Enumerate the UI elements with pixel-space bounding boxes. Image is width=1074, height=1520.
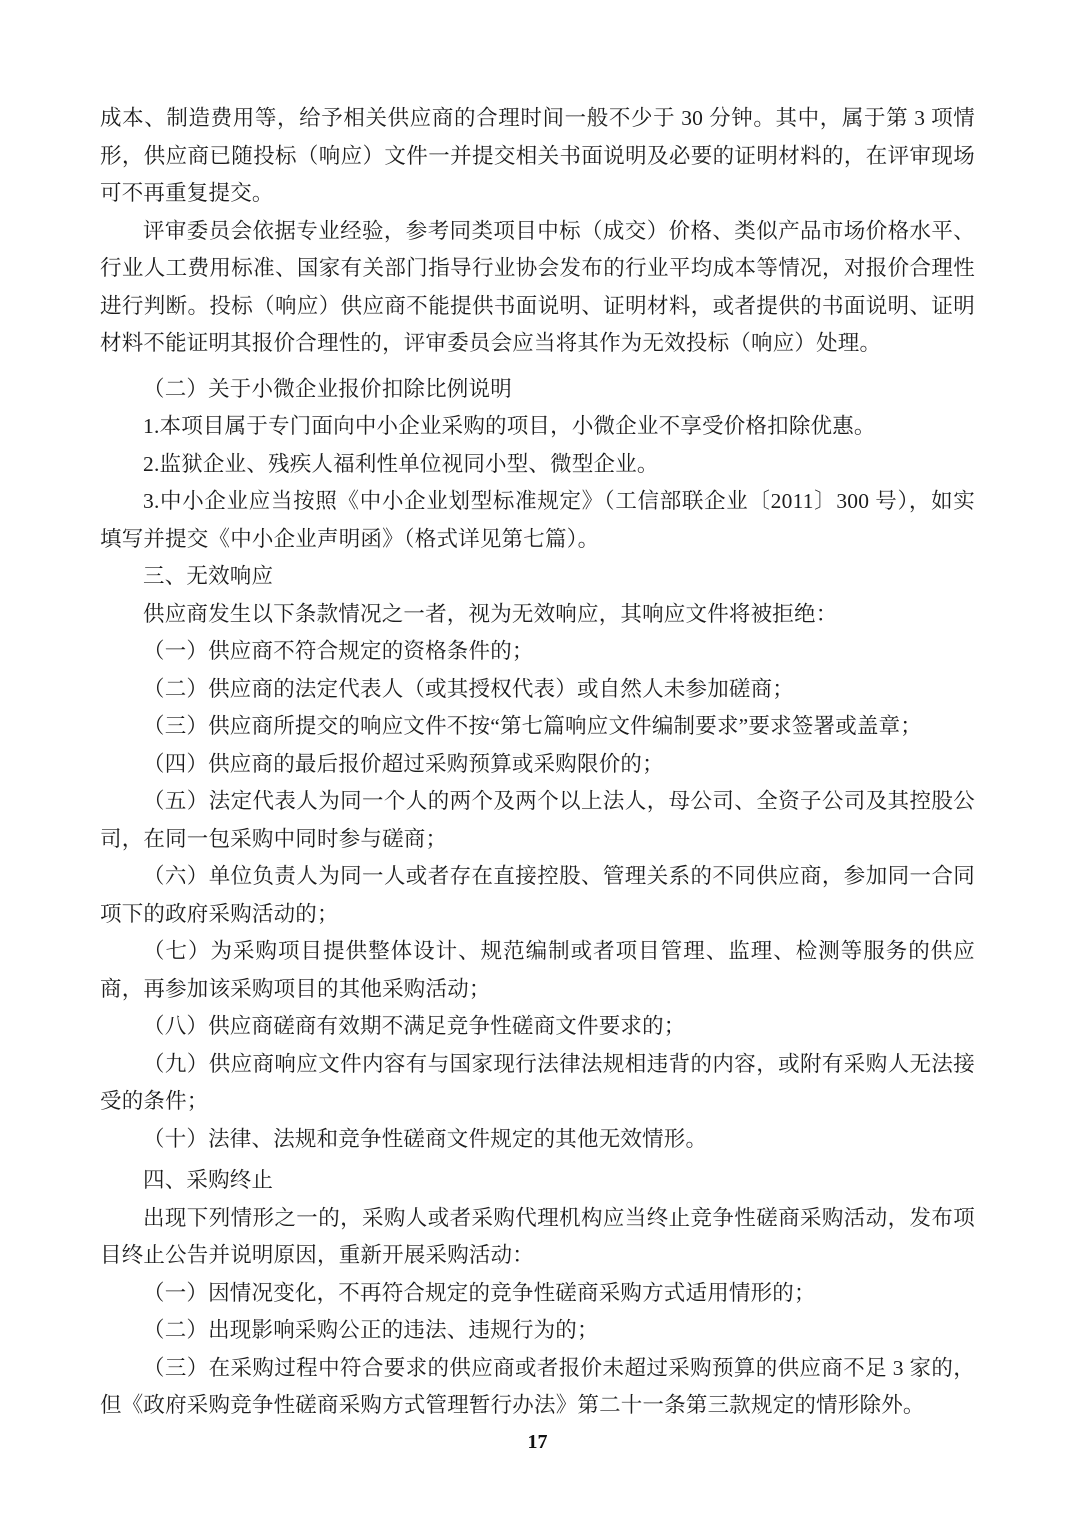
invalid-response-item-5: （五）法定代表人为同一个人的两个及两个以上法人，母公司、全资子公司及其控股公司，在同一包采购中同时参与磋商； xyxy=(100,789,975,851)
invalid-response-item-10: （十）法律、法规和竞争性磋商文件规定的其他无效情形。 xyxy=(143,1126,708,1151)
page-number: 17 xyxy=(527,1430,548,1453)
invalid-response-item-6: （六）单位负责人为同一人或者存在直接控股、管理关系的不同供应商，参加同一合同项下的政府采购活动的； xyxy=(100,864,975,926)
document-body xyxy=(100,100,975,1425)
invalid-response-intro: 供应商发生以下条款情况之一者，视为无效响应，其响应文件将被拒绝： xyxy=(143,601,838,626)
list-item-1: 1.本项目属于专门面向中小企业采购的项目，小微企业不享受价格扣除优惠。 xyxy=(143,414,876,438)
invalid-response-item-3: （三）供应商所提交的响应文件不按“第七篇响应文件编制要求”要求签署或盖章； xyxy=(143,714,922,738)
section-heading-procurement-termination: 四、采购终止 xyxy=(143,1168,274,1192)
invalid-response-item-1: （一）供应商不符合规定的资格条件的； xyxy=(143,639,534,663)
termination-item-2: （二）出现影响采购公正的违法、违规行为的； xyxy=(143,1318,599,1342)
paragraph-cost-continuation: 成本、制造费用等，给予相关供应商的合理时间一般不少于 30 分钟。其中，属于第 3 项情形，供应商已随投标（响应）文件一并提交相关书面说明及必要的证明材料的，在评审现场可不再重复提交。 xyxy=(100,106,975,205)
invalid-response-item-7: （七）为采购项目提供整体设计、规范编制或者项目管理、监理、检测等服务的供应商，再参加该采购项目的其他采购活动； xyxy=(100,939,975,1001)
invalid-response-item-2: （二）供应商的法定代表人（或其授权代表）或自然人未参加磋商； xyxy=(143,676,795,701)
invalid-response-item-4: （四）供应商的最后报价超过采购预算或采购限价的； xyxy=(143,751,664,776)
list-item-2: 2.监狱企业、残疾人福利性单位视同小型、微型企业。 xyxy=(143,451,659,476)
termination-intro: 出现下列情形之一的，采购人或者采购代理机构应当终止竞争性磋商采购活动，发布项目终止公告并说明原因，重新开展采购活动： xyxy=(100,1205,975,1267)
list-item-3: 3.中小企业应当按照《中小企业划型标准规定》（工信部联企业〔2011〕300 号），如实填写并提交《中小企业声明函》（格式详见第七篇）。 xyxy=(100,489,975,551)
termination-item-3: （三）在采购过程中符合要求的供应商或者报价未超过采购预算的供应商不足 3 家的，但《政府采购竞争性磋商采购方式管理暂行办法》第二十一条第三款规定的情形除外。 xyxy=(100,1355,975,1417)
invalid-response-item-8: （八）供应商磋商有效期不满足竞争性磋商文件要求的； xyxy=(143,1014,686,1038)
section-heading-invalid-response: 三、无效响应 xyxy=(143,564,274,588)
paragraph-review-committee: 评审委员会依据专业经验，参考同类项目中标（成交）价格、类似产品市场价格水平、行业人工费用标准、国家有关部门指导行业协会发布的行业平均成本等情况，对报价合理性进行判断。投标（响应）供应商不能提供书面说明、证明材料，或者提供的书面说明、证明材料不能证明其报价合理性的，评审委员会应当将其作为无效投标（响应）处理。 xyxy=(100,218,975,355)
page-footer xyxy=(100,1431,975,1454)
section-heading-small-micro-enterprise: （二）关于小微企业报价扣除比例说明 xyxy=(143,376,512,401)
invalid-response-item-9: （九）供应商响应文件内容有与国家现行法律法规相违背的内容，或附有采购人无法接受的条件； xyxy=(100,1051,975,1113)
termination-item-1: （一）因情况变化，不再符合规定的竞争性磋商采购方式适用情形的； xyxy=(143,1280,816,1305)
